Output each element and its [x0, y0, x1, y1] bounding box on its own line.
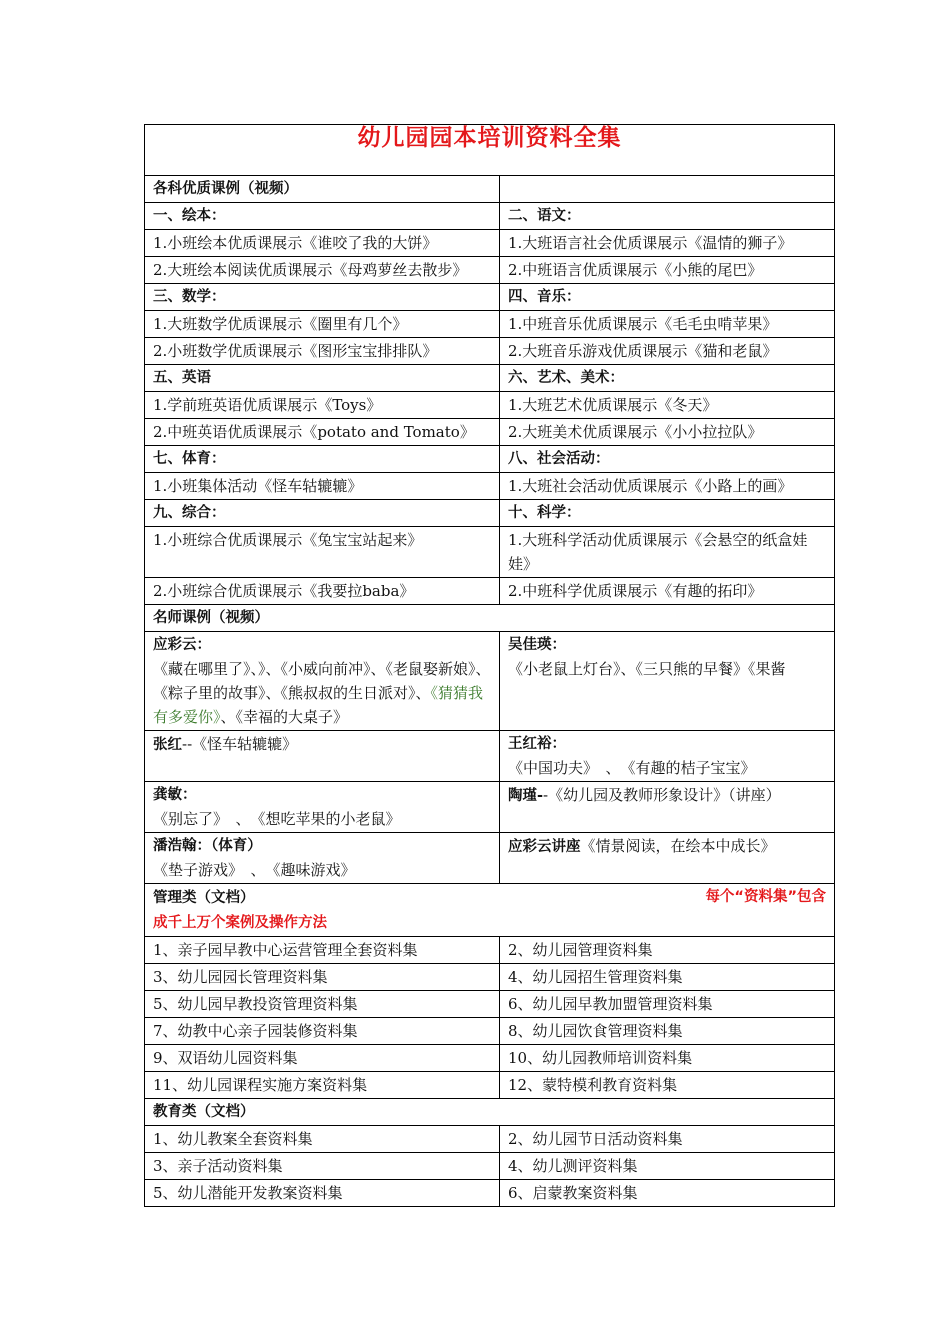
doc-item: 2、幼儿园节日活动资料集 — [500, 1126, 835, 1153]
teacher-name: 应彩云： — [153, 637, 211, 653]
teacher-row — [145, 833, 835, 884]
doc-item: 4、幼儿园招生管理资料集 — [500, 964, 835, 991]
teacher-cell — [500, 833, 835, 884]
subject-heading: 九、综合： — [145, 500, 500, 527]
teacher-works: -《幼儿园及教师形象设计》（讲座） — [543, 786, 781, 804]
course-item: 2.小班综合优质课展示《我要拉baba》 — [145, 578, 500, 605]
course-item: 1.大班科学活动优质课展示《会悬空的纸盒娃娃》 — [500, 527, 835, 578]
table-row — [145, 937, 835, 964]
teacher-works: 《小老鼠上灯台》、《三只熊的早餐》《果酱 — [508, 660, 786, 678]
section-heading-row — [145, 1099, 835, 1126]
doc-item: 8、幼儿园饮食管理资料集 — [500, 1018, 835, 1045]
doc-item: 2、幼儿园管理资料集 — [500, 937, 835, 964]
course-item: 1.大班社会活动优质课展示《小路上的画》 — [500, 473, 835, 500]
course-item: 1.大班数学优质课展示《圈里有几个》 — [145, 311, 500, 338]
teacher-cell — [500, 782, 835, 833]
empty-cell — [500, 176, 835, 203]
teacher-name: 王红裕： — [508, 736, 566, 752]
doc-item: 9、双语幼儿园资料集 — [145, 1045, 500, 1072]
table-row — [145, 1045, 835, 1072]
teacher-row — [145, 782, 835, 833]
course-item: 2.大班音乐游戏优质课展示《猫和老鼠》 — [500, 338, 835, 365]
course-item: 1.大班语言社会优质课展示《温情的狮子》 — [500, 230, 835, 257]
title-row — [145, 125, 835, 176]
page-title: 幼儿园园本培训资料全集 — [145, 125, 835, 176]
section-heading-row — [145, 605, 835, 632]
teacher-name: 吴佳瑛： — [508, 637, 566, 653]
course-item: 1.学前班英语优质课展示《Toys》 — [145, 392, 500, 419]
table-row — [145, 392, 835, 419]
table-row — [145, 473, 835, 500]
teacher-cell — [500, 731, 835, 782]
section-heading-row — [145, 176, 835, 203]
teacher-row — [145, 731, 835, 782]
table-row — [145, 991, 835, 1018]
table-row — [145, 257, 835, 284]
teacher-cell — [145, 731, 500, 782]
subject-header-row — [145, 500, 835, 527]
subject-header-row — [145, 203, 835, 230]
doc-item: 5、幼儿潜能开发教案资料集 — [145, 1180, 500, 1207]
course-item: 1.大班艺术优质课展示《冬天》 — [500, 392, 835, 419]
table-row — [145, 578, 835, 605]
teacher-cell — [145, 632, 500, 731]
doc-item: 5、幼儿园早教投资管理资料集 — [145, 991, 500, 1018]
subject-heading: 一、绘本： — [145, 203, 500, 230]
section-heading-text: 管理类（文档） — [153, 890, 255, 906]
section-heading-management — [145, 884, 835, 937]
subject-heading: 八、社会活动： — [500, 446, 835, 473]
table-row — [145, 527, 835, 578]
course-item: 1.中班音乐优质课展示《毛毛虫啃苹果》 — [500, 311, 835, 338]
catalog-table — [144, 124, 835, 1207]
subject-heading: 七、体育： — [145, 446, 500, 473]
table-row — [145, 1180, 835, 1207]
subject-heading: 十、科学： — [500, 500, 835, 527]
section-heading-famous-teachers: 名师课例（视频） — [145, 605, 835, 632]
course-item: 2.中班科学优质课展示《有趣的拓印》 — [500, 578, 835, 605]
course-item: 2.小班数学优质课展示《图形宝宝排排队》 — [145, 338, 500, 365]
doc-item: 6、幼儿园早教加盟管理资料集 — [500, 991, 835, 1018]
teacher-name: 潘浩翰：（体育） — [153, 838, 262, 854]
doc-item: 12、蒙特模利教育资料集 — [500, 1072, 835, 1099]
table-row — [145, 230, 835, 257]
course-item: 2.中班英语优质课展示《potato and Tomato》 — [145, 419, 500, 446]
doc-item: 7、幼教中心亲子园装修资料集 — [145, 1018, 500, 1045]
section-note-left: 成千上万个案例及操作方法 — [153, 915, 327, 931]
teacher-name: 张红 — [153, 737, 182, 753]
section-heading-row — [145, 884, 835, 937]
doc-item: 1、幼儿教案全套资料集 — [145, 1126, 500, 1153]
course-item: 2.中班语言优质课展示《小熊的尾巴》 — [500, 257, 835, 284]
course-item: 2.大班绘本阅读优质课展示《母鸡萝丝去散步》 — [145, 257, 500, 284]
doc-item: 1、亲子园早教中心运营管理全套资料集 — [145, 937, 500, 964]
subject-heading: 五、英语 — [145, 365, 500, 392]
doc-item: 10、幼儿园教师培训资料集 — [500, 1045, 835, 1072]
teacher-name: 龚敏： — [153, 787, 197, 803]
course-item: 1.小班综合优质课展示《兔宝宝站起来》 — [145, 527, 500, 578]
course-item: 1.小班绘本优质课展示《谁咬了我的大饼》 — [145, 230, 500, 257]
doc-item: 3、幼儿园园长管理资料集 — [145, 964, 500, 991]
doc-item: 4、幼儿测评资料集 — [500, 1153, 835, 1180]
subject-heading: 四、音乐： — [500, 284, 835, 311]
subject-heading: 二、语文： — [500, 203, 835, 230]
section-note-right: 每个“资料集”包含 — [705, 889, 826, 905]
section-heading-education: 教育类（文档） — [145, 1099, 835, 1126]
table-row — [145, 1126, 835, 1153]
table-row — [145, 419, 835, 446]
teacher-works: 《藏在哪里了》、》、《小威向前冲》、《老鼠娶新娘》、《粽子里的故事》、《熊叔叔的生日派对》、《猜猜我有多爱你》、《幸福的大桌子》 — [153, 660, 491, 726]
subject-heading: 三、数学： — [145, 284, 500, 311]
table-row — [145, 1018, 835, 1045]
subject-header-row — [145, 446, 835, 473]
teacher-cell — [145, 833, 500, 884]
teacher-name: 陶瑾- — [508, 788, 544, 804]
course-item: 2.大班美术优质课展示《小小拉拉队》 — [500, 419, 835, 446]
teacher-works: 《情景阅读，在绘本中成长》 — [580, 837, 776, 855]
doc-item: 11、幼儿园课程实施方案资料集 — [145, 1072, 500, 1099]
subject-heading: 六、艺术、美术： — [500, 365, 835, 392]
subject-header-row — [145, 365, 835, 392]
subject-header-row — [145, 284, 835, 311]
doc-item: 6、启蒙教案资料集 — [500, 1180, 835, 1207]
teacher-row — [145, 632, 835, 731]
section-heading-quality-courses: 各科优质课例（视频） — [145, 176, 500, 203]
table-row — [145, 1072, 835, 1099]
teacher-works: --《怪车轱辘辘》 — [182, 735, 298, 753]
teacher-cell — [145, 782, 500, 833]
doc-item: 3、亲子活动资料集 — [145, 1153, 500, 1180]
table-row — [145, 311, 835, 338]
teacher-works: 《别忘了》 、 《想吃苹果的小老鼠》 — [153, 810, 401, 828]
teacher-works: 《垫子游戏》 、 《趣味游戏》 — [153, 861, 356, 879]
table-row — [145, 964, 835, 991]
teacher-name: 应彩云讲座 — [508, 839, 581, 855]
table-row — [145, 1153, 835, 1180]
teacher-cell — [500, 632, 835, 731]
course-item: 1.小班集体活动《怪车轱辘辘》 — [145, 473, 500, 500]
teacher-works: 《中国功夫》 、 《有趣的桔子宝宝》 — [508, 759, 756, 777]
table-row — [145, 338, 835, 365]
